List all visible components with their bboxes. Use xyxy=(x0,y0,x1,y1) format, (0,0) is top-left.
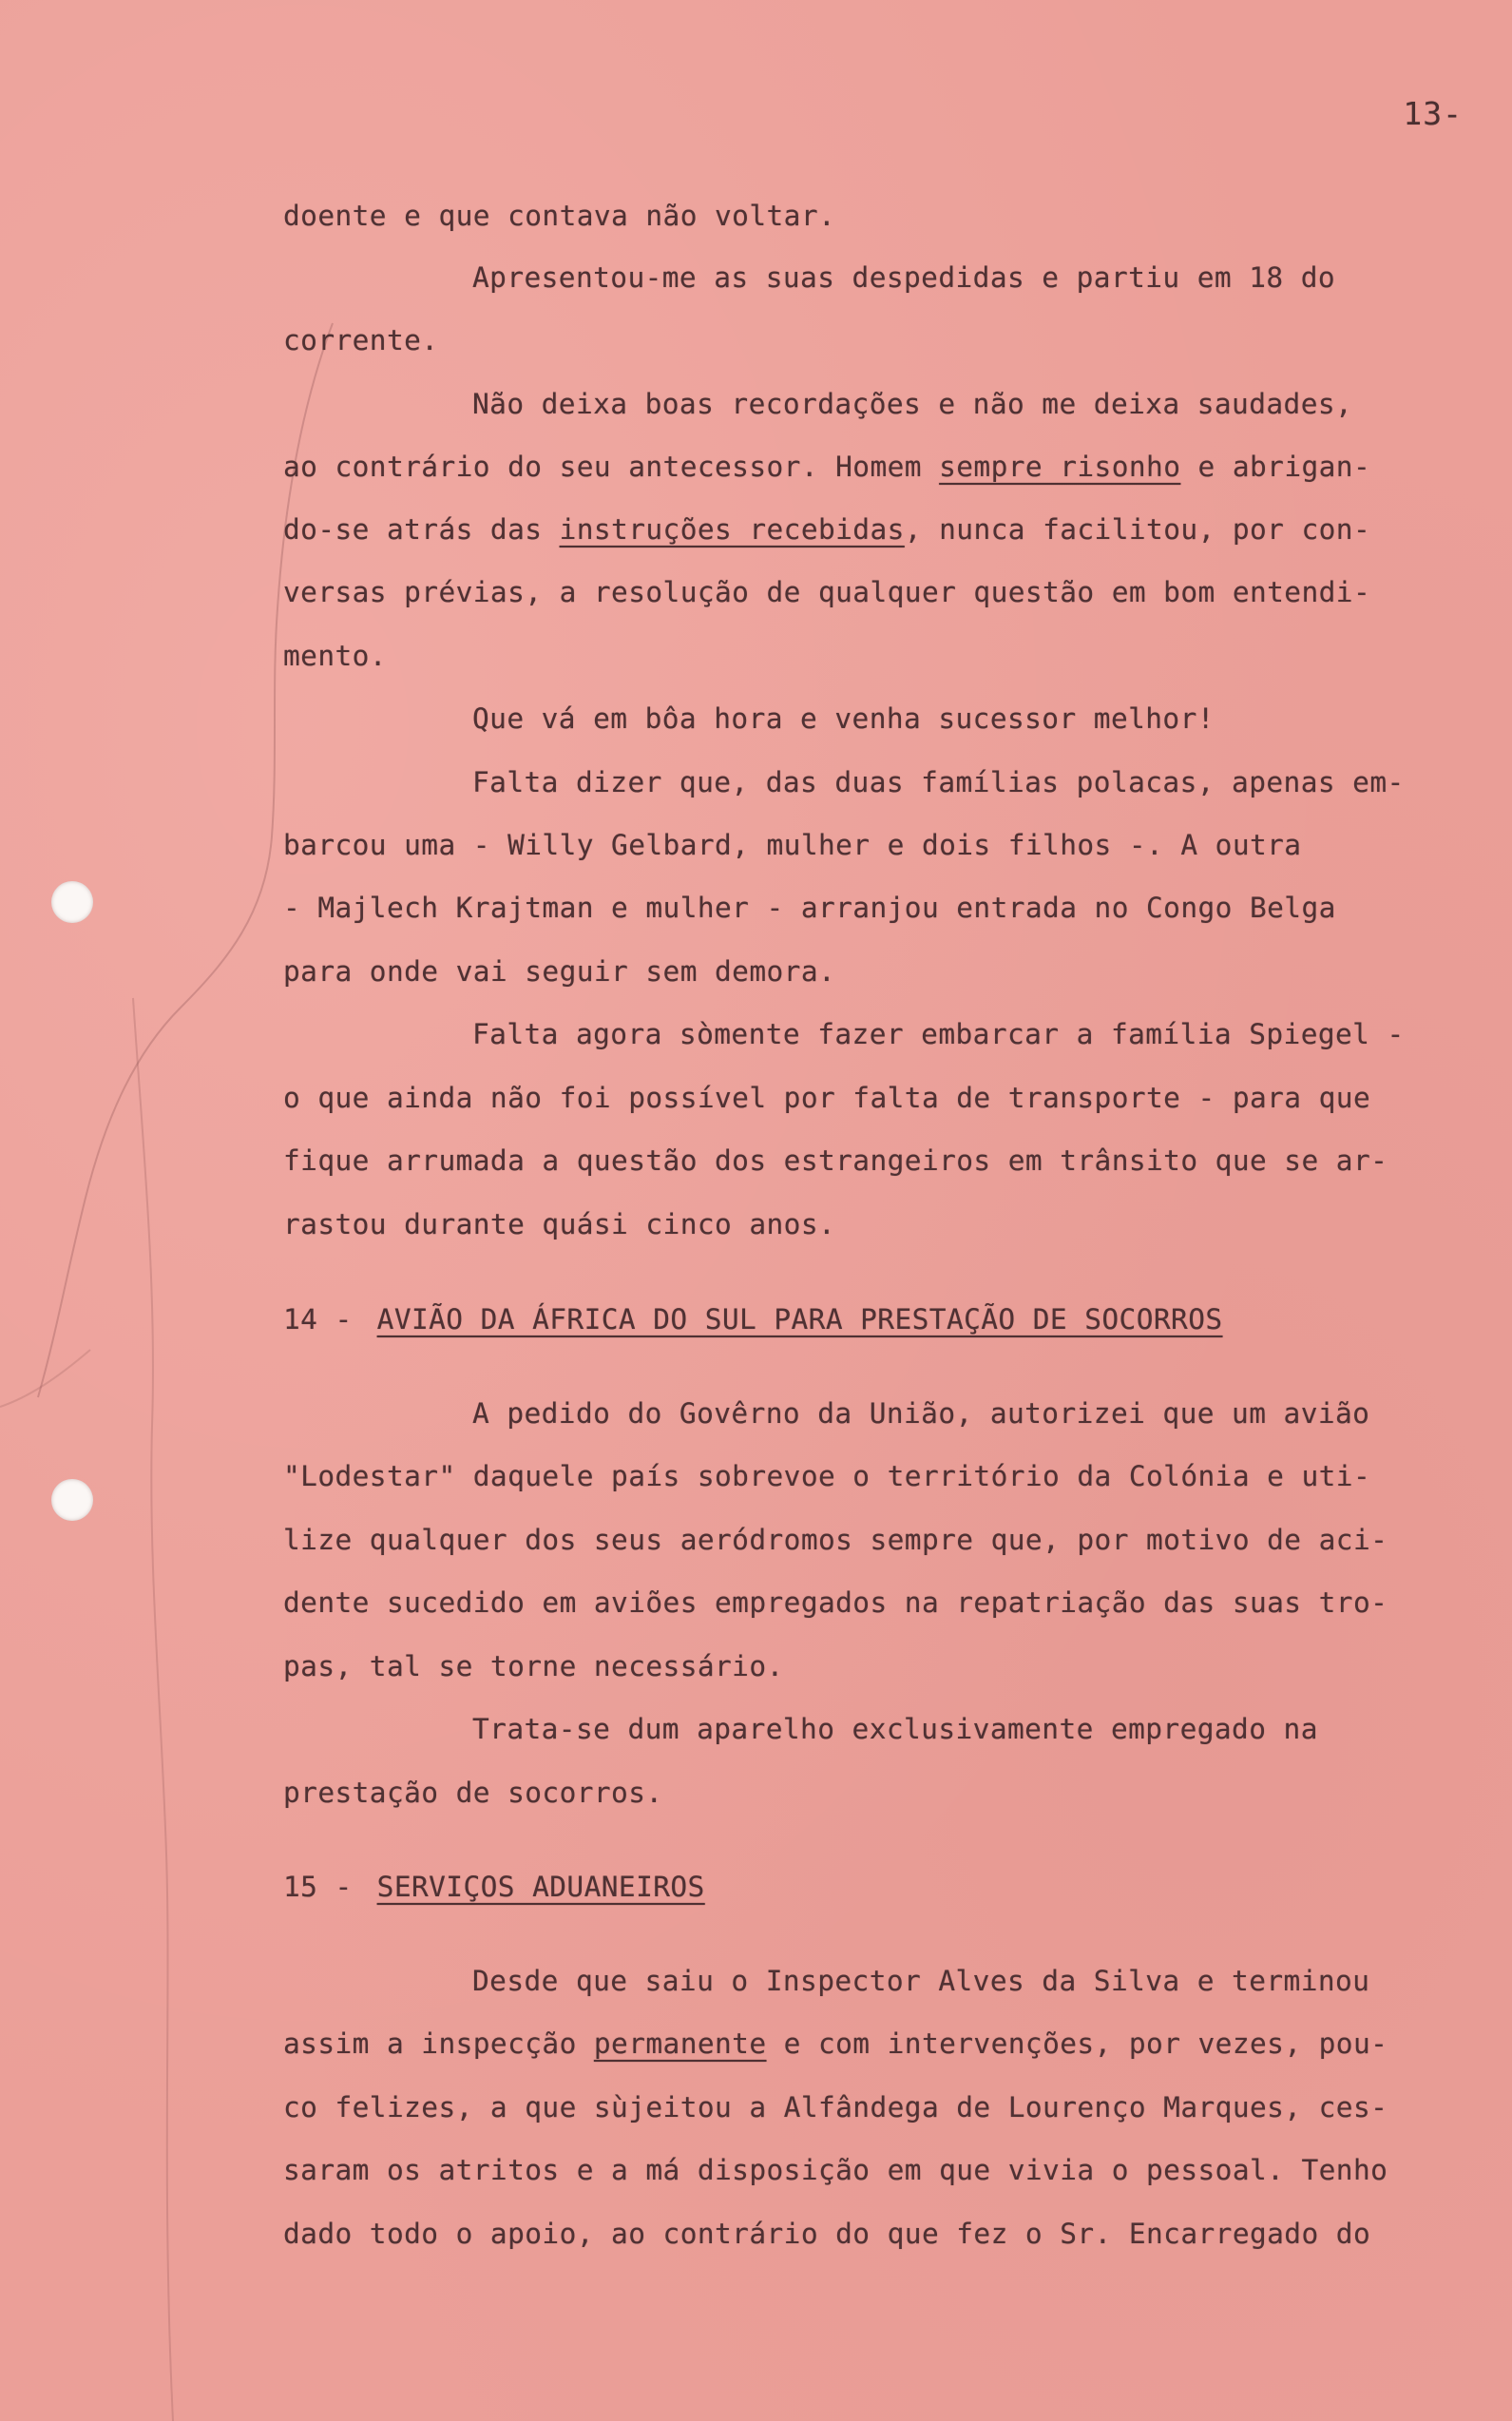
section-heading-14 xyxy=(283,1300,1490,1338)
text-line: dado todo o apoio, ao contrário do que fez o Sr. Encarregado do xyxy=(283,2218,1371,2250)
text-segment: do-se atrás das xyxy=(283,513,560,546)
text-segment: e abrigan- xyxy=(1180,451,1371,483)
section-number: 14 - xyxy=(283,1303,353,1335)
section-heading-15 xyxy=(283,1868,1490,1906)
text-segment: e com intervenções, por vezes, pou- xyxy=(766,2027,1388,2060)
text-segment: assim a inspecção xyxy=(283,2027,594,2060)
section-number: 15 - xyxy=(283,1871,353,1903)
text-line: o que ainda não foi possível por falta de transporte - para que xyxy=(283,1082,1371,1114)
text-line: mento. xyxy=(283,640,387,672)
text-line: A pedido do Govêrno da União, autorizei que um avião xyxy=(472,1397,1370,1430)
text-line: Apresentou-me as suas despedidas e partiu em 18 do xyxy=(472,261,1336,294)
underlined-text: instruções recebidas xyxy=(559,513,905,546)
text-line: Desde que saiu o Inspector Alves da Silva e terminou xyxy=(472,1965,1370,1997)
text-segment: , nunca facilitou, por con- xyxy=(904,513,1371,546)
underlined-text: permanente xyxy=(593,2027,767,2060)
text-line: co felizes, a que sùjeitou a Alfândega de Lourenço Marques, ces- xyxy=(283,2091,1388,2123)
text-line-with-underline xyxy=(283,510,1490,548)
punch-hole-bottom xyxy=(51,1479,93,1521)
page-number: 13- xyxy=(1403,95,1463,132)
text-line: - Majlech Krajtman e mulher - arranjou entrada no Congo Belga xyxy=(283,892,1336,924)
section-title: SERVIÇOS ADUANEIROS xyxy=(376,1871,705,1903)
text-line: barcou uma - Willy Gelbard, mulher e dois filhos -. A outra xyxy=(283,829,1302,861)
text-line: dente sucedido em aviões empregados na repatriação das suas tro- xyxy=(283,1586,1388,1619)
text-line: versas prévias, a resolução de qualquer questão em bom entendi- xyxy=(283,576,1371,608)
text-line: Falta dizer que, das duas famílias polacas, apenas em- xyxy=(472,766,1405,798)
punch-hole-top xyxy=(51,881,93,923)
text-line: Que vá em bôa hora e venha sucessor melhor! xyxy=(472,702,1215,735)
text-line: lize qualquer dos seus aeródromos sempre que, por motivo de aci- xyxy=(283,1524,1388,1556)
text-line: prestação de socorros. xyxy=(283,1777,663,1809)
text-line: Não deixa boas recordações e não me deixa saudades, xyxy=(472,388,1353,420)
text-line: saram os atritos e a má disposição em que vivia o pessoal. Tenho xyxy=(283,2154,1388,2186)
underlined-text: sempre risonho xyxy=(939,451,1181,483)
text-line-with-underline xyxy=(283,448,1490,486)
text-line: doente e que contava não voltar. xyxy=(283,200,836,232)
text-line-with-underline xyxy=(283,2025,1490,2063)
text-line: "Lodestar" daquele país sobrevoe o território da Colónia e uti- xyxy=(283,1460,1371,1492)
text-line: pas, tal se torne necessário. xyxy=(283,1650,784,1682)
text-line: rastou durante quási cinco anos. xyxy=(283,1208,836,1240)
text-line: Falta agora sòmente fazer embarcar a família Spiegel - xyxy=(472,1018,1405,1050)
text-line: para onde vai seguir sem demora. xyxy=(283,955,836,988)
text-segment: ao contrário do seu antecessor. Homem xyxy=(283,451,940,483)
section-title: AVIÃO DA ÁFRICA DO SUL PARA PRESTAÇÃO DE SOCORROS xyxy=(376,1303,1223,1335)
text-line: Trata-se dum aparelho exclusivamente empregado na xyxy=(472,1713,1318,1745)
text-line: fique arrumada a questão dos estrangeiros em trânsito que se ar- xyxy=(283,1144,1388,1177)
text-line: corrente. xyxy=(283,324,439,356)
